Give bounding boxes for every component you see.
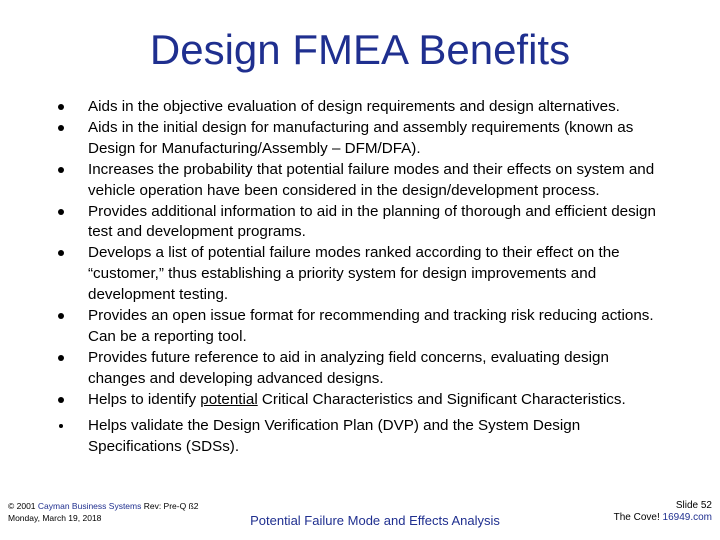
bullet-text-before: Helps to identify [88,390,201,408]
list-item [58,348,668,390]
list-item [58,243,668,306]
bullet-text-after: Critical Characteristics and Significant Characteristics. [257,390,626,408]
footer-copyright [8,500,199,524]
footer-title: Potential Failure Mode and Effects Analysis [250,513,500,528]
underlined-word: potential [200,390,258,408]
bullet-text: Develops a list of potential failure modes ranked according to their effect on the “customer,” thus establishing a priority system for design improvements and development testing. [88,244,620,304]
list-item [58,416,668,458]
bullet-dot [58,355,64,361]
site-name: 16949.com [662,512,712,523]
bullet-dot [58,125,64,131]
bullet-dot [58,313,64,319]
footer-slide-info [614,500,712,524]
slide-number: Slide 52 [675,500,712,511]
company-name: Cayman Business Systems [37,501,142,511]
slide-title: Design FMEA Benefits [149,26,571,73]
bullet-text: Provides additional information to aid in the planning of thorough and efficient design test and development programs. [88,202,656,241]
list-item [58,202,668,244]
list-item [58,390,668,411]
list-item [58,118,668,160]
bullet-text: Increases the probability that potential failure modes and their effects on system and vehicle operation have been considered in the design/development process. [88,160,655,199]
list-item [58,97,668,118]
bullet-dot [58,209,64,215]
copyright-prefix: © 2001 [8,501,38,511]
bullet-text: Provides an open issue format for recommending and tracking risk reducing actions. Can be a reporting tool. [88,307,654,345]
bullet-list [58,97,668,457]
bullet-text: Helps validate the Design Verification Plan (DVP) and the System Design Specifications (SDSs). [88,416,581,455]
bullet-dot [58,167,64,173]
revision: Rev: Pre-Q ß2 [141,501,199,511]
footer-date: Monday, March 19, 2018 [8,513,102,523]
bullet-dot [59,424,63,428]
site-prefix: The Cove! [613,512,663,523]
list-item [58,160,668,202]
bullet-dot [58,250,64,256]
bullet-text: Aids in the initial design for manufacturing and assembly requirements (known as Design for Manufacturing/Assembly – DFM/DFA). [88,118,634,157]
bullet-dot [58,104,64,110]
list-item [58,306,668,348]
bullet-text: Aids in the objective evaluation of design requirements and design alternatives. [88,98,620,115]
bullet-dot [58,397,64,403]
bullet-text: Provides future reference to aid in analyzing field concerns, evaluating design changes and developing advanced designs. [88,348,609,387]
